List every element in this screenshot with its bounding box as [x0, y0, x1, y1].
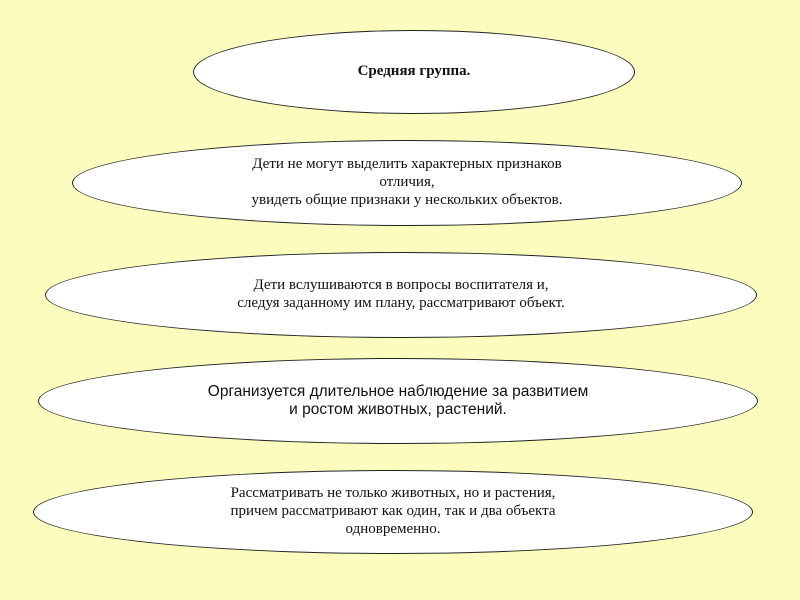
- node-text-3: Организуется длительное наблюдение за развитием и ростом животных, растений.: [207, 382, 589, 418]
- title-ellipse: [193, 30, 635, 114]
- node-text-4: Рассматривать не только животных, но и растения, причем рассматривают как один, так и два объекта одновременно.: [230, 485, 556, 537]
- node-text-1: Дети не могут выделить характерных признаков отличия, увидеть общие признаки у нескольких объектов.: [251, 156, 563, 208]
- diagram-title: Средняя группа.: [357, 63, 471, 80]
- node-ellipse-4: [33, 470, 753, 554]
- node-ellipse-1: [72, 140, 742, 226]
- node-text-2: Дети вслушиваются в вопросы воспитателя и, следуя заданному им плану, рассматривают объект.: [237, 277, 565, 311]
- node-ellipse-3: [38, 358, 758, 444]
- node-ellipse-2: [45, 252, 757, 338]
